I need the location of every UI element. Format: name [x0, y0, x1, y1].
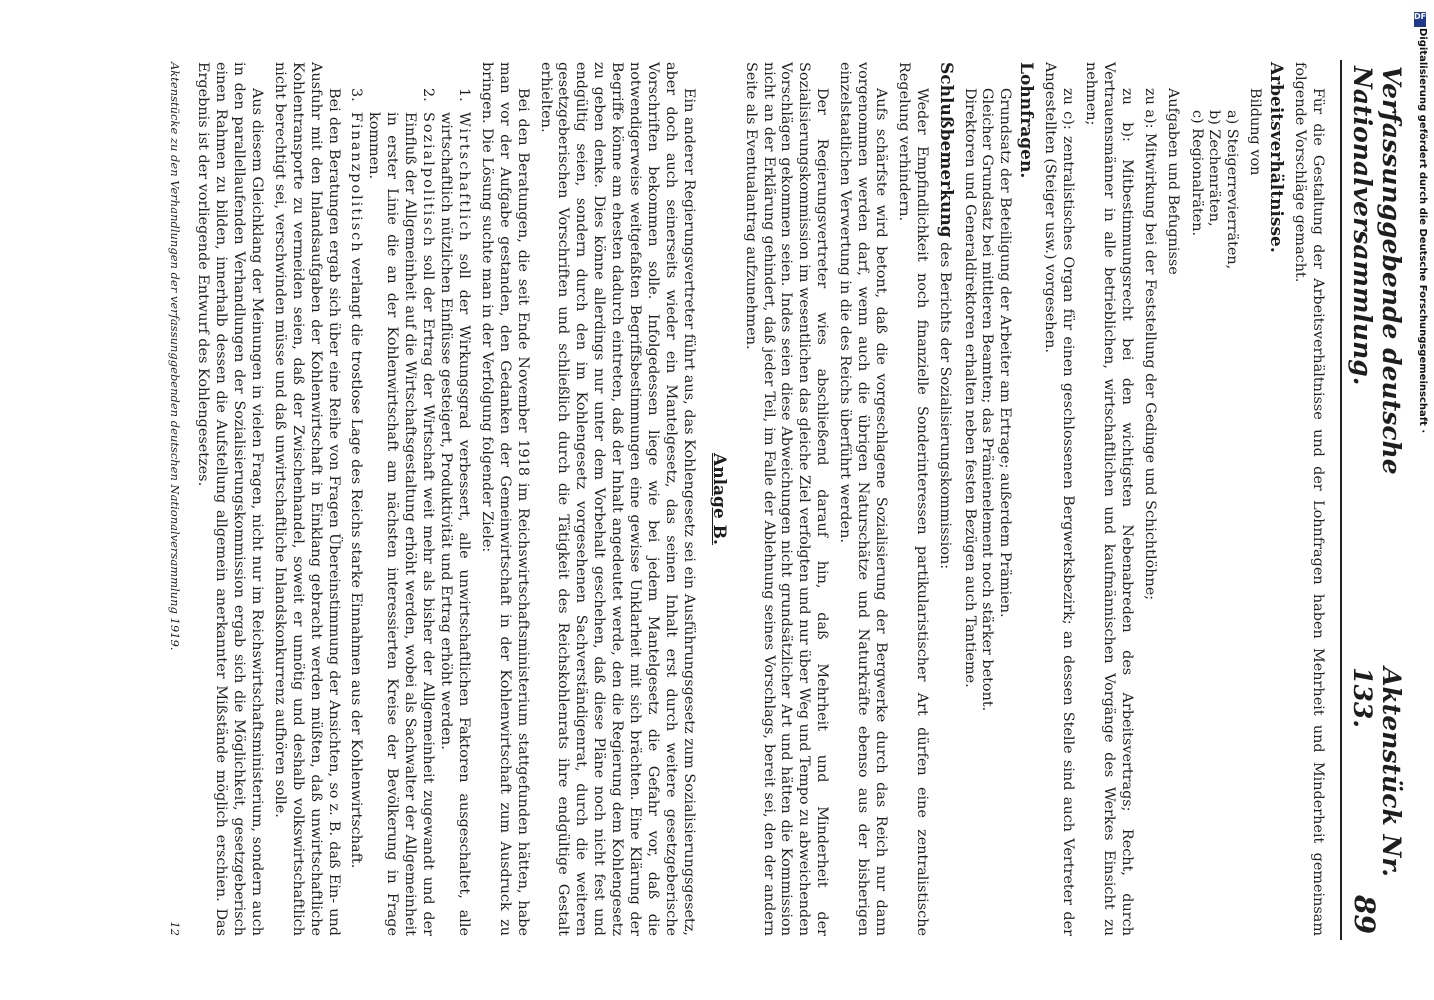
closing-remark-intro [935, 62, 954, 936]
task-a: zu a): Mitwirkung bei der Feststellung der Gedinge und Schichtlöhne; [1141, 88, 1158, 601]
goal-number: 2. [420, 88, 437, 102]
annex-paragraph: Bei den Beratungen, die seit Ende November 1918 im Reichswirtschaftsministerium stattgefunden hätten, habe man vor der Aufgabe gestanden, den Gedanken der Gemeinwirtschaft in der Kohlenwirtschaft zum Ausdruck zu bringen. Die Lösung suchte man in der Verfolgung folgender Ziele: [478, 62, 531, 936]
wage-paragraph: Grundsatz der Beteiligung der Arbeiter am Ertrage; außerdem Prämien. [997, 88, 1014, 618]
wage-paragraph: Gleicher Grundsatz bei mittleren Beamten; das Prämienelement noch stärker betont. [979, 88, 996, 712]
document-page [96, 60, 1406, 940]
page-footer [165, 62, 183, 936]
goal-head: Wirtschaftlich [455, 112, 472, 243]
footer-signature-number: 12 [168, 921, 183, 936]
goal-text: soll der Wirkungsgrad verbessert, alle unwirtschaftlichen Faktoren ausgeschaltet, alle wirtschaftlich nützlichen Einflüsse gesteigert, Produktivität und Ertrag erhöht werden. [438, 112, 472, 937]
goal-number: 1. [455, 88, 472, 102]
closing-remark-heading: Schlußbemerkung [935, 62, 956, 238]
annex-paragraph: Ein anderer Regierungsvertreter führt aus, das Kohlengesetz sei ein Ausführungsgesetz zum Sozialisierungsgesetz, aber doch auch seinerseits wieder ein Mantelgesetz, das seinen Inhalt erst durch weitere gesetzgeberische Vorschriften bekommen solle. Infolgedessen liege wie bei jedem Mantelgesetz die Gefahr vor, daß die notwendigerweise weitgefaßten Begriffsbestimmungen eine gewisse Unklarheit mit sich brächten. Eine Klärung der Begriffe könne am ehesten dadurch eintreten, daß der Inhalt angedeutet werde, den die Regierung dem Kohlengesetz zu geben denke. Dies könne allerdings nur unter dem Vorbehalt geschehen, daß diese Pläne noch nicht fest und endgültig seien, sondern durch den im Kohlengesetz vorgesehenen Sachverständigenrat, durch die weiteren gesetzgeberischen Vorschriften und schließlich durch die Tätigkeit des Reichskohlenrats ihre endgültige Gestalt erhielten. [537, 62, 697, 936]
tasks-lead: Aufgaben und Befugnisse [1164, 88, 1181, 275]
closing-paragraph: Der Regierungsvertreter wies abschließend darauf hin, daß Mehrheit und Minderheit der Sozialisierungskommission im wesentlichen das gleiche Ziel verfolgten und nur über Weg und Tempo zu abweichenden Vorschlägen gekommen seien. Indes seien diese Abweichungen nicht grundsätzlicher Art und hätten die Kommission nicht an der Erklärung gehindert, daß jeder Teil, im Falle der Ablehnung seines Vorschlags, bereit sei, den der andern Seite als Eventualantrag aufzunehmen. [742, 62, 831, 936]
goal-text: soll der Ertrag der Wirtschaft weit mehr als bisher der Allgemeinheit zugewandt und der Einfluß der Allgemeinheit auf die Wirtschaftsgestaltung erhöht werden, wobei als Sachwalter der Allgemeinheit in erster Linie die an der Kohlenwirtschaft am nächsten interessierten Kreise der Bevölkerung in Frage kommen. [366, 112, 437, 937]
intro-paragraph: Für die Gestaltung der Arbeitsverhältnisse und der Lohnfragen haben Mehrheit und Minderheit gemeinsam folgende Vorschläge gemacht. [1292, 62, 1326, 936]
goal-item [436, 62, 472, 936]
page-body [106, 62, 1326, 936]
goal-text-wrap [365, 112, 437, 936]
goal-text-wrap [347, 112, 365, 936]
footer-source: Aktenstücke zu den Verhandlungen der verfassunggebenden deutschen Nationalversammlung 1919. [168, 62, 183, 651]
goal-item [347, 62, 365, 936]
goal-text: verlangt die trostlose Lage des Reichs starke Einnahmen aus der Kohlenwirtschaft. [348, 258, 365, 869]
wage-paragraph: Direktoren und Generaldirektoren erhalten neben festen Bezügen auch Tantieme. [961, 88, 978, 688]
list-item: c) Regionalräten. [1188, 110, 1205, 237]
header-title: Verfassunggebende deutsche Nationalversammlung. [1348, 66, 1406, 475]
list-item: a) Steigerrevierräten, [1224, 110, 1241, 270]
page-header [1340, 60, 1406, 940]
annex-heading: Anlage B. [708, 453, 729, 545]
section-lead: Bildung von [1247, 88, 1264, 176]
section-heading-arbeitsverhaeltnisse: Arbeitsverhältnisse. [1266, 62, 1287, 253]
section-heading-lohnfragen: Lohnfragen. [1016, 62, 1037, 179]
header-document-number: Aktenstück Nr. 133. [1348, 667, 1406, 877]
dfg-badge: DFG [1414, 12, 1426, 27]
council-list [1187, 62, 1241, 936]
task-b: zu b): Mitbestimmungsrecht bei den wichtigsten Nebenabreden des Arbeitsvertrags; Recht, durch Vertrauensmänner in alle betrieblichen, wirtschaftlichen und kaufmännischen Vorgänge des Werkes Einsicht zu nehmen; [1083, 62, 1135, 936]
list-item: b) Zechenräten, [1206, 110, 1223, 227]
goal-text-wrap [436, 112, 472, 936]
dfg-credit-text: Digitalisierung gefördert durch die Deutsche Forschungsgemeinschaft · [1417, 28, 1428, 434]
goal-number: 3. [348, 88, 365, 102]
goal-head: Finanzpolitisch [348, 112, 365, 254]
goal-item [365, 62, 437, 936]
annex-paragraph: Bei den Beratungen ergab sich über eine Reihe von Fragen Übereinstimmung der Ansichten, so z. B. daß Ein- und Ausfuhr mit den Inlandsaufgaben der Kohlenwirtschaft in Einklang gebracht werden müßten, daß unwirtschaftliche Kohlentransporte zu vermeiden seien, daß der Zwischenhandel, soweit er unnötig und deshalb volkswirtschaftlich nicht berechtigt sei, verschwinden müsse und daß unwirtschaftliche Inlandskonkurrenz aufhören solle. [271, 62, 342, 936]
annex-paragraph: Aus diesem Gleichklang der Meinungen in vielen Fragen, nicht nur im Reichswirtschaftsministerium, sondern auch in den parallellaufenden Verhandlungen der Sozialisierungskommission ergab sich die Möglichkeit, gesetzgeberisch einen Rahmen zu bilden, innerhalb dessen die Aufstellung allgemein anerkannter Mißstände möglich erschien. Das Ergebnis ist der vorliegende Entwurf des Kohlengesetzes. [195, 62, 265, 936]
page-number: 89 [1348, 895, 1381, 934]
goal-head: Sozialpolitisch [420, 112, 437, 249]
closing-paragraph: Aufs schärfste wird betont, daß die vorgeschlagene Sozialisierung der Bergwerke durch das Reich nur dann vorgenommen werden darf, wenn auch die übrigen Naturschätze und Naturkräfte ebenso aus der bisherigen einzelstaatlichen Verwertung in die des Reichs überführt werden. [837, 62, 889, 936]
rotated-document-page [96, 60, 1406, 940]
dfg-credit [1414, 12, 1433, 434]
task-c: zu c): zentralistisches Organ für einen geschlossenen Bergwerksbezirk; an dessen Stelle sind auch Vertreter der Angestellten (Steiger usw.) vorgesehen. [1042, 62, 1077, 936]
closing-remark-heading-rest: des Berichts der Sozialisierungskommission: [936, 242, 953, 570]
closing-paragraph: Weder Empfindlichkeit noch finanzielle Sonderinteressen partikularistischer Art dürfen eine zentralistische Regelung verhindern. [895, 62, 930, 936]
